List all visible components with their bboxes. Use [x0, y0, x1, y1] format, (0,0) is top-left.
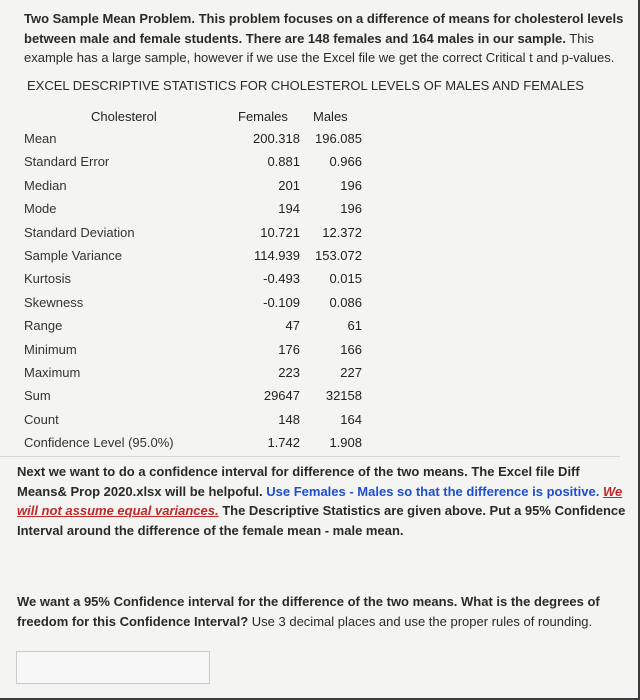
table-row: [0, 412, 640, 435]
females-value: 200.318: [253, 131, 300, 146]
table-row: [0, 271, 640, 294]
row-label: Maximum: [24, 365, 81, 380]
row-label: Mean: [24, 131, 57, 146]
row-label: Sum: [24, 388, 51, 404]
table-row: [0, 388, 640, 411]
table-row: [0, 365, 640, 388]
females-value: 201: [278, 177, 300, 193]
table-row: [0, 248, 640, 271]
table-row: [0, 295, 640, 318]
males-value: 0.086: [329, 294, 362, 310]
row-label: Sample Variance: [24, 248, 123, 263]
males-value: 196: [340, 177, 362, 193]
table-row: [0, 131, 640, 154]
row-label: Confidence Level (95.0%): [24, 435, 174, 451]
instructions-blue-text: Use Females - Males so that the difference is positive.: [266, 483, 600, 499]
females-value: 0.881: [267, 154, 300, 170]
females-value: 114.939: [253, 248, 300, 263]
row-label: Kurtosis: [24, 271, 71, 287]
row-label: Standard Deviation: [24, 224, 135, 240]
instructions-paragraph: [17, 462, 627, 540]
column-header-males: Males: [313, 109, 348, 124]
row-label: Skewness: [24, 294, 84, 310]
males-value: 12.372: [322, 224, 362, 240]
males-value: 153.072: [315, 248, 362, 263]
females-value: -0.493: [263, 271, 300, 287]
question-bold-text: We want a 95% Confidence interval for the difference of the two means. What is the degrees of freedom for this Confidence Interval?: [17, 594, 600, 629]
row-label: Median: [24, 177, 67, 193]
row-label: Count: [24, 411, 59, 427]
males-value: 196.085: [315, 131, 362, 146]
females-value: 1.742: [267, 435, 300, 451]
question-paragraph: [17, 592, 627, 631]
females-value: 47: [285, 318, 300, 334]
males-value: 1.908: [329, 435, 362, 451]
table-row: [0, 435, 640, 458]
question-normal-text: Use 3 decimal places and use the proper rules of rounding.: [248, 613, 593, 629]
females-value: 223: [278, 365, 300, 380]
females-value: 29647: [263, 388, 300, 404]
section-divider: [0, 456, 620, 457]
males-value: 196: [340, 201, 362, 217]
males-value: 61: [347, 318, 362, 334]
instructions-red-text: We will not assume equal variances.: [17, 483, 623, 518]
intro-bold-text: Two Sample Mean Problem. This problem focuses on a difference of means for cholesterol levels between male and female students. There are 148 females and 164 males in our sample.: [24, 11, 624, 46]
row-label: Range: [24, 318, 63, 334]
males-value: 164: [340, 411, 362, 427]
table-title: EXCEL DESCRIPTIVE STATISTICS FOR CHOLESTEROL LEVELS OF MALES AND FEMALES: [27, 78, 584, 93]
row-label: Standard Error: [24, 154, 110, 170]
column-header-cholesterol: Cholesterol: [91, 109, 157, 124]
table-row: [0, 318, 640, 341]
intro-paragraph: [24, 9, 624, 68]
row-label: Mode: [24, 201, 57, 217]
females-value: 176: [278, 341, 300, 357]
table-row: [0, 342, 640, 365]
females-value: -0.109: [263, 294, 300, 310]
row-label: Minimum: [24, 341, 77, 357]
females-value: 148: [278, 411, 300, 427]
intro-normal-text: This example has a large sample, however if we use the Excel file we get the correct Critical t and p-values.: [24, 30, 615, 65]
table-row: [0, 225, 640, 248]
instructions-text-1: Next we want to do a confidence interval for difference of the two means. The Excel file Diff Means& Prop 2020.xlsx will be helpoful.: [17, 464, 580, 499]
males-value: 0.966: [329, 154, 362, 170]
females-value: 194: [278, 201, 300, 217]
table-row: [0, 154, 640, 177]
table-row: [0, 178, 640, 201]
males-value: 166: [340, 341, 362, 357]
females-value: 10.721: [260, 224, 300, 240]
column-header-females: Females: [238, 109, 288, 124]
males-value: 227: [340, 365, 362, 380]
males-value: 0.015: [329, 271, 362, 287]
males-value: 32158: [325, 388, 362, 404]
instructions-text-2: The Descriptive Statistics are given above. Put a 95% Confidence Interval around the difference of the female mean - male mean.: [17, 503, 626, 538]
answer-input[interactable]: [16, 651, 210, 684]
table-row: [0, 201, 640, 224]
